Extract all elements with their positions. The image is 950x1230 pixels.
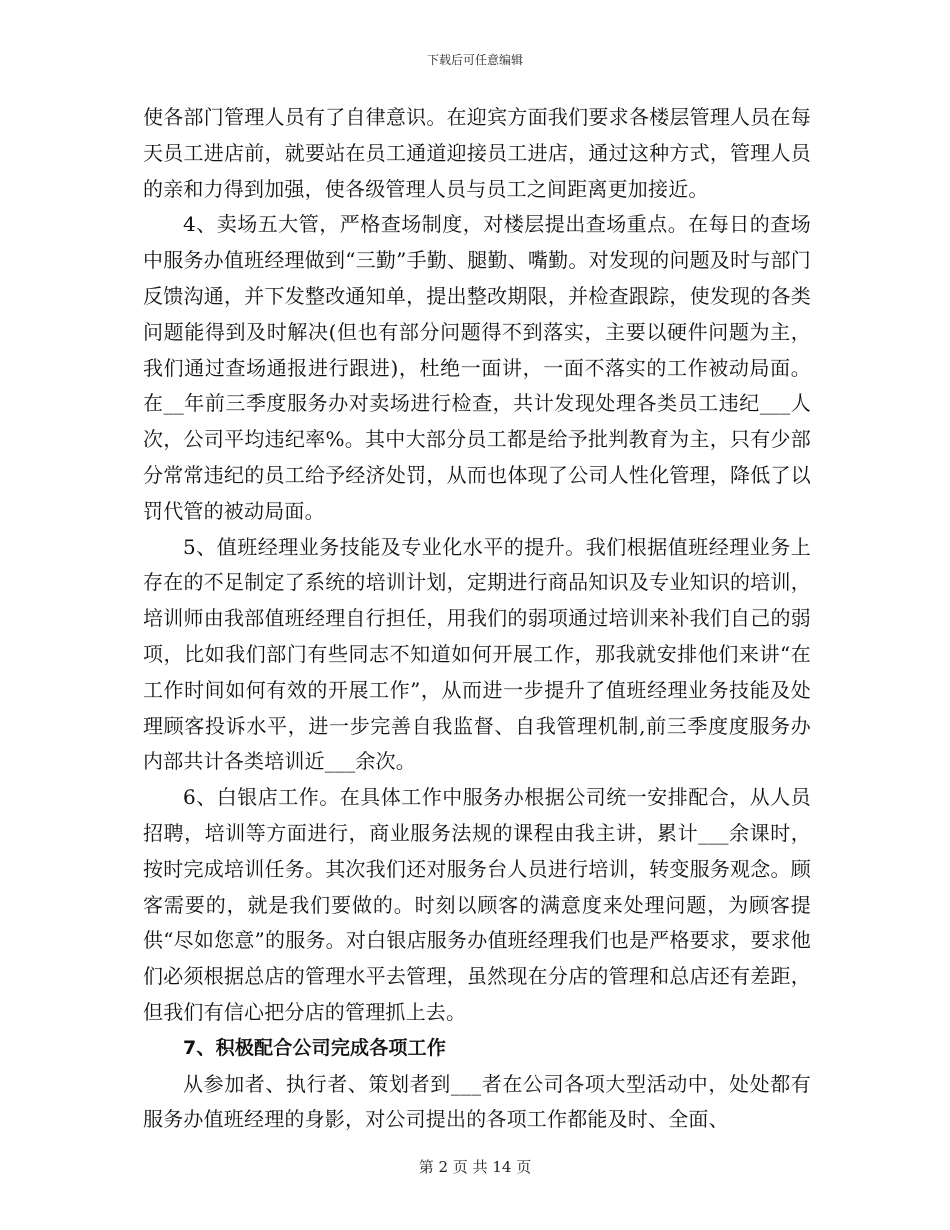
paragraph-item-5: 5、值班经理业务技能及专业化水平的提升。我们根据值班经理业务上存在的不足制定了系统的培训计划，定期进行商品知识及专业知识的培训，培训师由我部值班经理自行担任，用我们的弱项通过培训来补我们自己的弱项，比如我们部门有些同志不知道如何开展工作，那我就安排他们来讲“在工作时间如何有效的开展工作”，从而进一步提升了值班经理业务技能及处理顾客投诉水平，进一步完善自我监督、自我管理机制,前三季度度服务办内部共计各类培训近___余次。 (143, 534, 811, 774)
paragraph-item-6: 6、白银店工作。在具体工作中服务办根据公司统一安排配合，从人员招聘，培训等方面进行，商业服务法规的课程由我主讲，累计___余课时，按时完成培训任务。其次我们还对服务台人员进行培训，转变服务观念。顾客需要的，就是我们要做的。时刻以顾客的满意度来处理问题，为顾客提供“尽如您意”的服务。对白银店服务办值班经理我们也是严格要求，要求他们必须根据总店的管理水平去管理，虽然现在分店的管理和总店还有差距，但我们有信心把分店的管理抓上去。 (143, 785, 811, 1024)
page-header: 下载后可任意编辑 (426, 53, 523, 67)
paragraph-continuation: 使各部门管理人员有了自律意识。在迎宾方面我们要求各楼层管理人员在每天员工进店前，就要站在员工通道迎接员工进店，通过这种方式，管理人员的亲和力得到加强，使各级管理人员与员工之间距离更加接近。 (143, 105, 811, 201)
paragraph-item-4: 4、卖场五大管，严格查场制度，对楼层提出查场重点。在每日的查场中服务办值班经理做到“三勤”手勤、腿勤、嘴勤。对发现的问题及时与部门反馈沟通，并下发整改通知单，提出整改期限，并检查跟踪，使发现的各类问题能得到及时解决(但也有部分问题得不到落实，主要以硬件问题为主，我们通过查场通报进行跟进)，杜绝一面讲，一面不落实的工作被动局面。在__年前三季度服务办对卖场进行检查，共计发现处理各类员工违纪___人次，公司平均违纪率%。其中大部分员工都是给予批判教育为主，只有少部分常常违纪的员工给予经济处罚，从而也体现了公司人性化管理，降低了以罚代管的被动局面。 (143, 212, 811, 523)
paragraph-item-7-body: 从参加者、执行者、策划者到___者在公司各项大型活动中，处处都有服务办值班经理的身影，对公司提出的各项工作都能及时、全面、 (143, 1071, 811, 1132)
section-heading-7: 7、积极配合公司完成各项工作 (183, 1036, 447, 1059)
page-number-footer: 第 2 页 共 14 页 (418, 1158, 532, 1176)
document-body (143, 100, 811, 1138)
